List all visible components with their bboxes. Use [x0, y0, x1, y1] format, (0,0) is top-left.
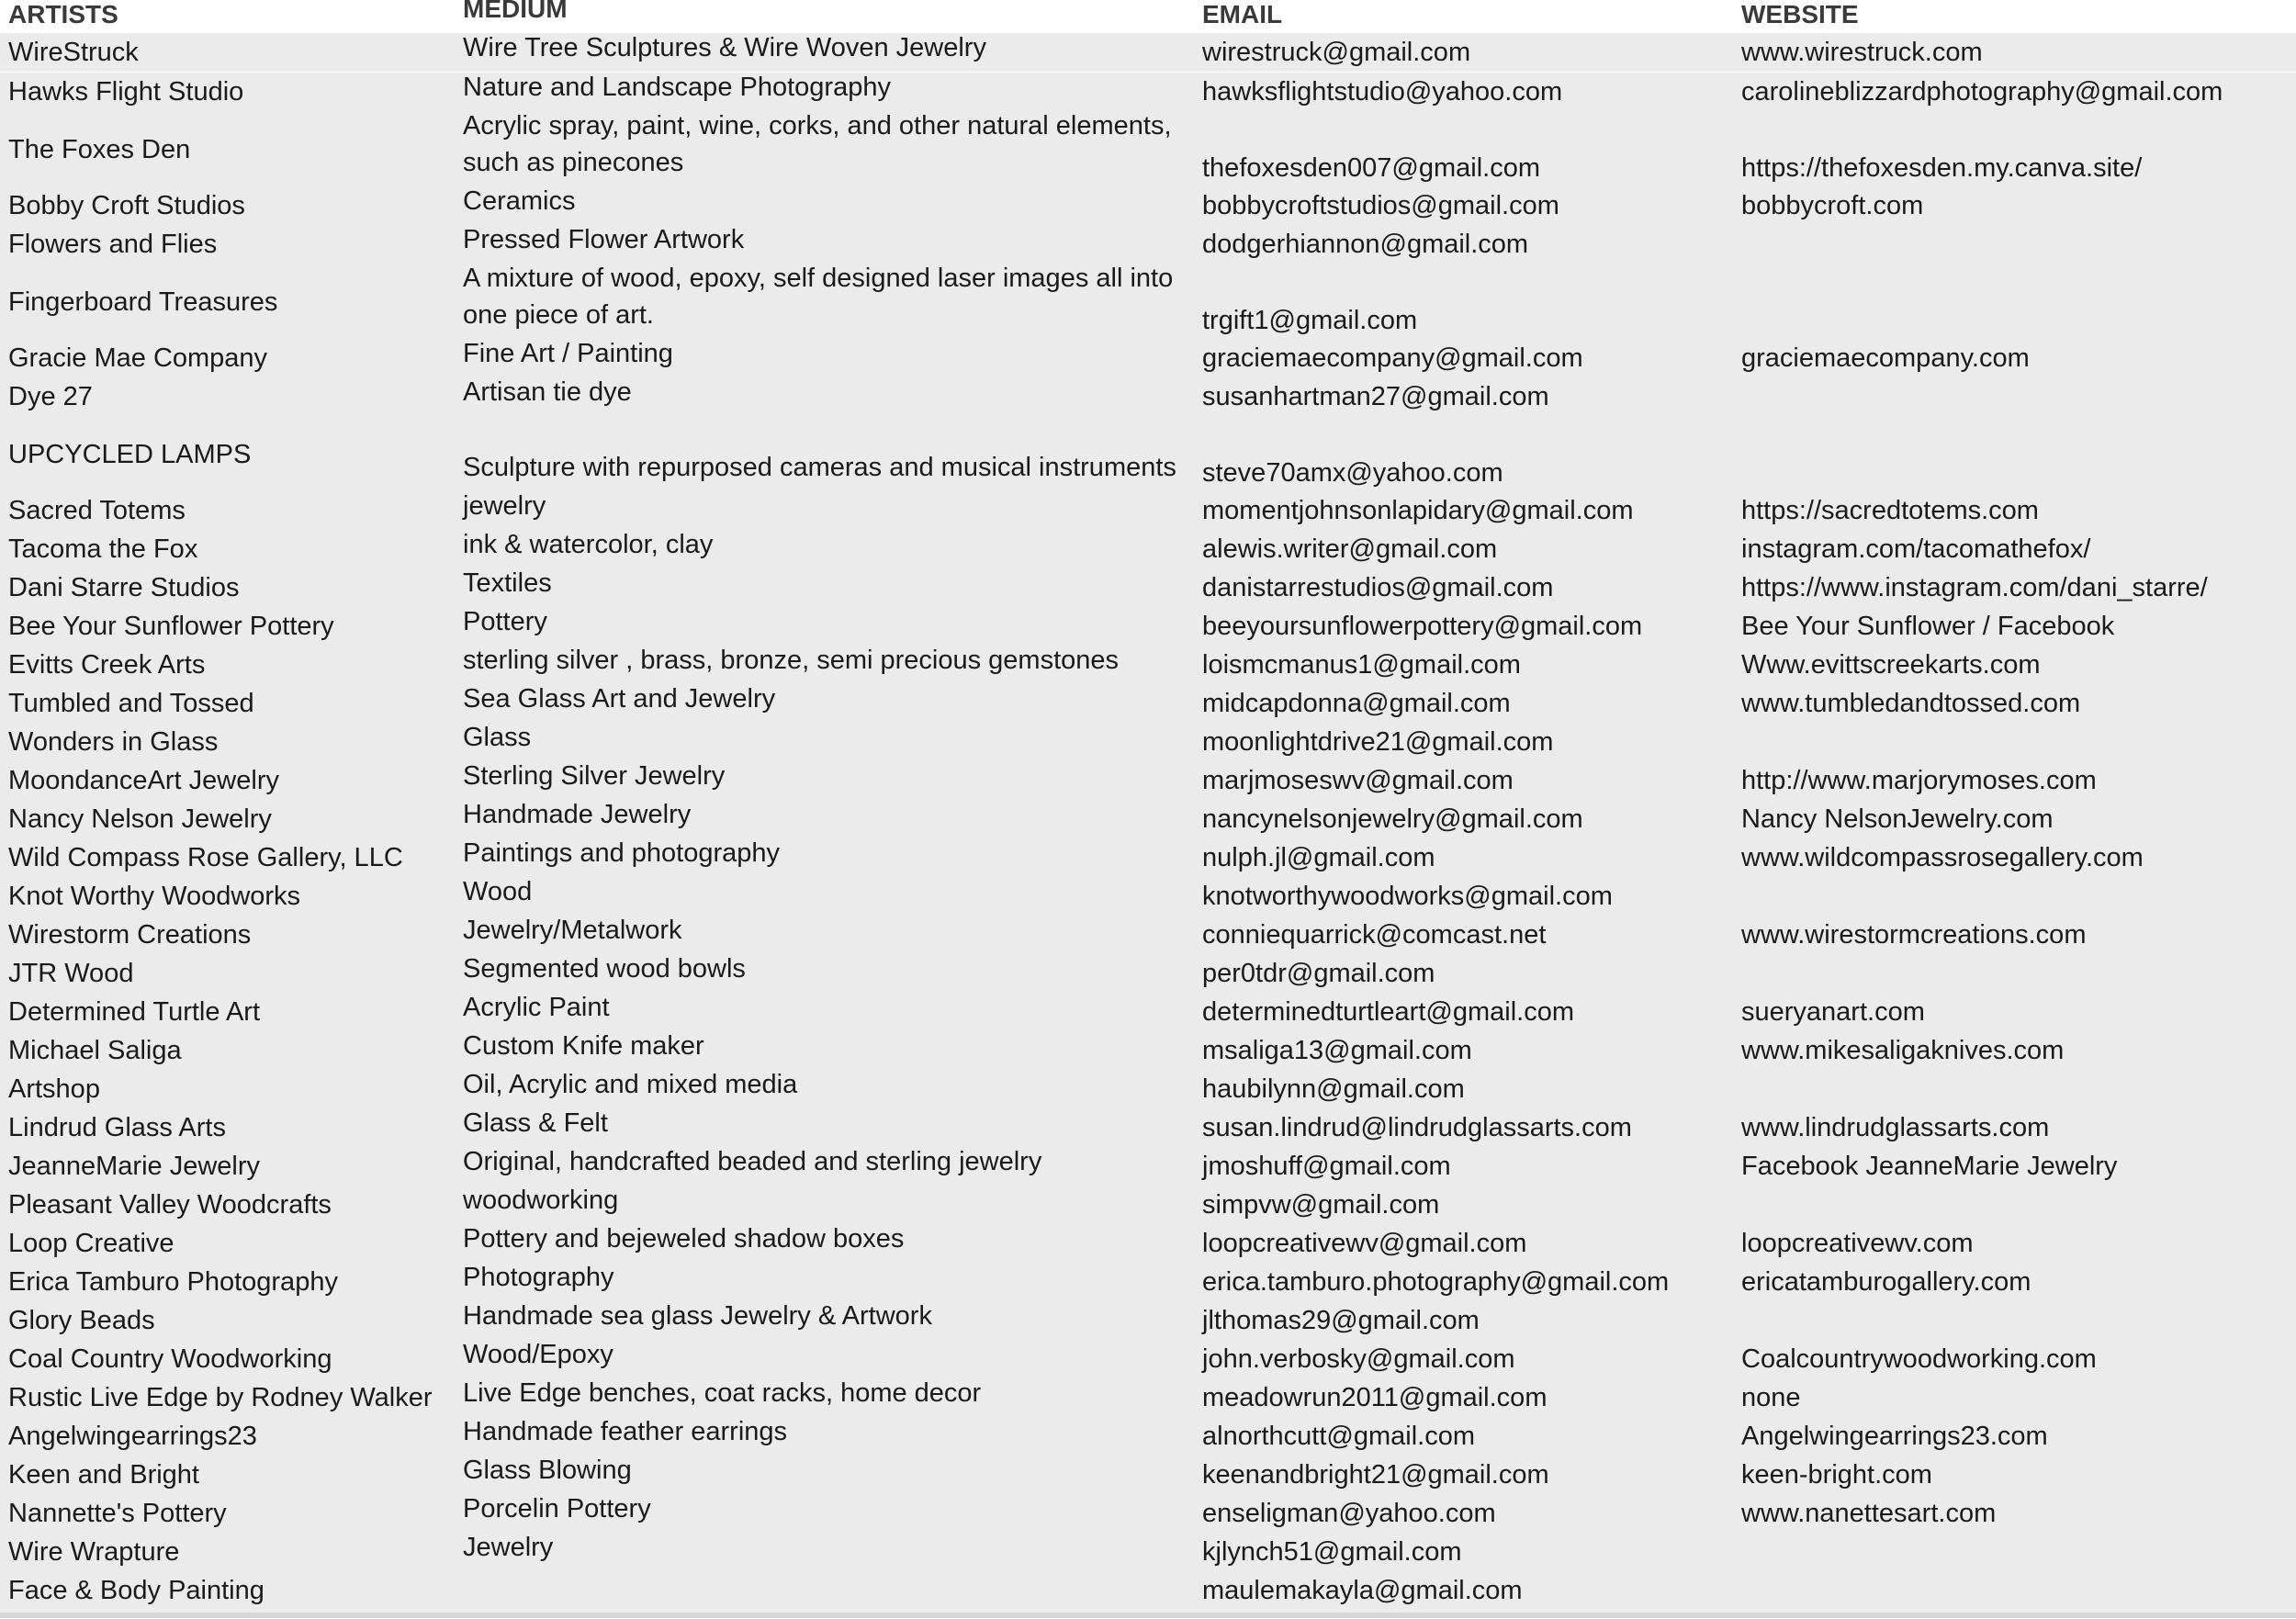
- email-cell: alewis.writer@gmail.com: [1202, 534, 1498, 564]
- medium-cell: Handmade Jewelry: [463, 800, 692, 829]
- medium-cell: Jewelry/Metalwork: [463, 916, 682, 945]
- website-cell: www.lindrudglassarts.com: [1741, 1113, 2050, 1142]
- table-row: [0, 568, 2296, 607]
- artist-cell: Bee Your Sunflower Pottery: [8, 612, 334, 641]
- email-cell: loismcmanus1@gmail.com: [1202, 650, 1521, 680]
- email-cell: msaliga13@gmail.com: [1202, 1036, 1472, 1065]
- artist-cell: WireStruck: [8, 38, 139, 67]
- email-cell: kjlynch51@gmail.com: [1202, 1537, 1462, 1567]
- artist-cell: Tacoma the Fox: [8, 534, 198, 564]
- table-row: [0, 186, 2296, 225]
- email-cell: jmoshuff@gmail.com: [1202, 1152, 1451, 1181]
- medium-cell: Wood/Epoxy: [463, 1340, 613, 1369]
- artist-cell: Determined Turtle Art: [8, 997, 260, 1027]
- email-cell: conniequarrick@comcast.net: [1202, 920, 1547, 950]
- medium-cell: Glass: [463, 723, 532, 752]
- table-row: [0, 111, 2296, 186]
- email-cell: determinedturtleart@gmail.com: [1202, 997, 1574, 1027]
- table-row: [0, 684, 2296, 723]
- artist-cell: Glory Beads: [8, 1306, 155, 1335]
- website-cell: www.wirestormcreations.com: [1741, 920, 2087, 950]
- medium-cell: Ceramics: [463, 186, 576, 216]
- table-row: [0, 993, 2296, 1031]
- table-row: [0, 491, 2296, 530]
- table-row: [0, 225, 2296, 264]
- table-row: [0, 1417, 2296, 1456]
- table-row: [0, 1533, 2296, 1571]
- artist-cell: JeanneMarie Jewelry: [8, 1152, 261, 1181]
- email-cell: erica.tamburo.photography@gmail.com: [1202, 1267, 1670, 1297]
- website-cell: bobbycroft.com: [1741, 191, 1924, 220]
- artist-cell: Face & Body Painting: [8, 1576, 264, 1605]
- artist-cell: Coal Country Woodworking: [8, 1344, 332, 1374]
- table-row: [0, 73, 2296, 111]
- email-cell: nulph.jl@gmail.com: [1202, 843, 1435, 872]
- email-cell: meadowrun2011@gmail.com: [1202, 1383, 1548, 1412]
- medium-cell: Photography: [463, 1263, 614, 1292]
- website-cell: www.nanettesart.com: [1741, 1499, 1997, 1528]
- website-cell: carolineblizzardphotography@gmail.com: [1741, 77, 2223, 107]
- medium-cell: Sculpture with repurposed cameras and musical instruments: [463, 453, 1176, 482]
- website-cell: www.mikesaligaknives.com: [1741, 1036, 2065, 1065]
- email-cell: wirestruck@gmail.com: [1202, 38, 1471, 67]
- medium-cell: Artisan tie dye: [463, 377, 632, 407]
- medium-cell: Wire Tree Sculptures & Wire Woven Jewelry: [463, 33, 986, 62]
- artist-cell: UPCYCLED LAMPS: [8, 440, 252, 469]
- email-cell: haubilynn@gmail.com: [1202, 1074, 1465, 1104]
- table-row: [0, 1340, 2296, 1378]
- email-cell: dodgerhiannon@gmail.com: [1202, 230, 1529, 259]
- medium-cell: woodworking: [463, 1186, 619, 1215]
- artist-cell: Tumbled and Tossed: [8, 689, 254, 718]
- website-cell: graciemaecompany.com: [1741, 343, 2030, 373]
- website-cell: ericatamburogallery.com: [1741, 1267, 2032, 1297]
- email-cell: graciemaecompany@gmail.com: [1202, 343, 1583, 373]
- table-row: [0, 1301, 2296, 1340]
- artist-cell: Rustic Live Edge by Rodney Walker: [8, 1383, 433, 1412]
- artist-cell: Bobby Croft Studios: [8, 191, 245, 220]
- medium-cell: jewelry: [463, 491, 546, 521]
- table-row: [0, 1186, 2296, 1224]
- website-cell: https://www.instagram.com/dani_starre/: [1741, 573, 2208, 602]
- email-cell: maulemakayla@gmail.com: [1202, 1576, 1523, 1605]
- website-cell: www.wirestruck.com: [1741, 38, 1983, 67]
- website-cell: Coalcountrywoodworking.com: [1741, 1344, 2097, 1374]
- artist-cell: Artshop: [8, 1074, 100, 1104]
- artist-cell: Keen and Bright: [8, 1460, 199, 1490]
- artist-cell: Evitts Creek Arts: [8, 650, 206, 680]
- artist-cell: MoondanceArt Jewelry: [8, 766, 279, 795]
- medium-cell: Original, handcrafted beaded and sterling jewelry: [463, 1147, 1042, 1176]
- medium-cell: sterling silver , brass, bronze, semi precious gemstones: [463, 646, 1120, 675]
- medium-cell: Textiles: [463, 568, 552, 598]
- table-row: [0, 954, 2296, 993]
- artist-cell: Angelwingearrings23: [8, 1422, 257, 1451]
- website-cell: https://sacredtotems.com: [1741, 496, 2039, 525]
- email-cell: marjmoseswv@gmail.com: [1202, 766, 1514, 795]
- medium-cell: Pottery and bejeweled shadow boxes: [463, 1224, 905, 1254]
- table-row: [0, 33, 2296, 72]
- email-cell: nancynelsonjewelry@gmail.com: [1202, 804, 1583, 834]
- email-cell: susan.lindrud@lindrudglassarts.com: [1202, 1113, 1632, 1142]
- medium-cell: Paintings and photography: [463, 838, 781, 868]
- artist-cell: Hawks Flight Studio: [8, 77, 244, 107]
- artist-cell: JTR Wood: [8, 959, 134, 988]
- medium-cell: ink & watercolor, clay: [463, 530, 714, 559]
- table-row: [0, 723, 2296, 761]
- email-cell: danistarrestudios@gmail.com: [1202, 573, 1554, 602]
- artist-cell: Erica Tamburo Photography: [8, 1267, 338, 1297]
- table-row: [0, 1031, 2296, 1070]
- artist-cell: Nannette's Pottery: [8, 1499, 227, 1528]
- table-row: [0, 377, 2296, 416]
- email-cell: thefoxesden007@gmail.com: [1202, 153, 1540, 183]
- medium-cell: Glass & Felt: [463, 1108, 608, 1138]
- website-cell: https://thefoxesden.my.canva.site/: [1741, 153, 2143, 183]
- medium-cell: A mixture of wood, epoxy, self designed laser images all into: [463, 264, 1174, 293]
- artist-cell: Pleasant Valley Woodcrafts: [8, 1190, 332, 1220]
- email-cell: loopcreativewv@gmail.com: [1202, 1229, 1527, 1258]
- email-cell: bobbycroftstudios@gmail.com: [1202, 191, 1559, 220]
- artist-cell: Michael Saliga: [8, 1036, 182, 1065]
- table-row: [0, 646, 2296, 684]
- medium-cell: Nature and Landscape Photography: [463, 73, 891, 102]
- medium-cell: Live Edge benches, coat racks, home decor: [463, 1378, 982, 1408]
- table-row: [0, 1456, 2296, 1494]
- website-cell: Www.evittscreekarts.com: [1741, 650, 2041, 680]
- website-cell: sueryanart.com: [1741, 997, 1925, 1027]
- artist-cell: Knot Worthy Woodworks: [8, 882, 301, 911]
- artist-cell: Sacred Totems: [8, 496, 186, 525]
- email-cell: susanhartman27@gmail.com: [1202, 382, 1549, 411]
- website-cell: loopcreativewv.com: [1741, 1229, 1974, 1258]
- medium-cell: Sea Glass Art and Jewelry: [463, 684, 776, 714]
- table-row: [0, 1147, 2296, 1186]
- medium-cell: Pressed Flower Artwork: [463, 225, 745, 254]
- header-email: EMAIL: [1202, 0, 1283, 28]
- email-cell: steve70amx@yahoo.com: [1202, 458, 1503, 488]
- medium-cell: Sterling Silver Jewelry: [463, 761, 726, 791]
- email-cell: per0tdr@gmail.com: [1202, 959, 1435, 988]
- website-cell: Facebook JeanneMarie Jewelry: [1741, 1152, 2118, 1181]
- table-row: [0, 264, 2296, 339]
- medium-cell: Acrylic spray, paint, wine, corks, and other natural elements,: [463, 111, 1172, 141]
- medium-cell: Jewelry: [463, 1533, 554, 1562]
- table-row: [0, 1108, 2296, 1147]
- artist-cell: Flowers and Flies: [8, 230, 218, 259]
- email-cell: hawksflightstudio@yahoo.com: [1202, 77, 1563, 107]
- artist-cell: Wild Compass Rose Gallery, LLC: [8, 843, 403, 872]
- artist-cell: Wire Wrapture: [8, 1537, 180, 1567]
- medium-cell: such as pinecones: [463, 148, 684, 177]
- website-cell: Angelwingearrings23.com: [1741, 1422, 2048, 1451]
- table-row: [0, 607, 2296, 646]
- email-cell: moonlightdrive21@gmail.com: [1202, 727, 1554, 757]
- website-cell: www.wildcompassrosegallery.com: [1741, 843, 2144, 872]
- table-row: [0, 416, 2296, 491]
- email-cell: momentjohnsonlapidary@gmail.com: [1202, 496, 1634, 525]
- table-row: [0, 1263, 2296, 1301]
- email-cell: keenandbright21@gmail.com: [1202, 1460, 1549, 1490]
- email-cell: beeyoursunflowerpottery@gmail.com: [1202, 612, 1643, 641]
- medium-cell: Glass Blowing: [463, 1456, 632, 1485]
- header-medium: MEDIUM: [463, 0, 568, 23]
- email-cell: john.verbosky@gmail.com: [1202, 1344, 1515, 1374]
- table-row: [0, 877, 2296, 916]
- table-row: [0, 1224, 2296, 1263]
- medium-cell: Pottery: [463, 607, 547, 636]
- table-row: [0, 800, 2296, 838]
- artist-cell: Dye 27: [8, 382, 93, 411]
- table-row: [0, 761, 2296, 800]
- artist-cell: Nancy Nelson Jewelry: [8, 804, 272, 834]
- email-cell: alnorthcutt@gmail.com: [1202, 1422, 1475, 1451]
- table-row: [0, 916, 2296, 954]
- table-row: [0, 1378, 2296, 1417]
- email-cell: enseligman@yahoo.com: [1202, 1499, 1496, 1528]
- email-cell: simpvw@gmail.com: [1202, 1190, 1440, 1220]
- website-cell: instagram.com/tacomathefox/: [1741, 534, 2091, 564]
- header-website: WEBSITE: [1741, 0, 1859, 28]
- website-cell: http://www.marjorymoses.com: [1741, 766, 2097, 795]
- website-cell: none: [1741, 1383, 1801, 1412]
- table-row: [0, 1494, 2296, 1533]
- medium-cell: one piece of art.: [463, 300, 654, 330]
- table-row: [0, 838, 2296, 877]
- artist-cell: Dani Starre Studios: [8, 573, 240, 602]
- website-cell: www.tumbledandtossed.com: [1741, 689, 2081, 718]
- artist-cell: Loop Creative: [8, 1229, 174, 1258]
- medium-cell: Porcelin Pottery: [463, 1494, 651, 1523]
- artist-cell: Wonders in Glass: [8, 727, 219, 757]
- header-row: [0, 0, 2296, 33]
- medium-cell: Segmented wood bowls: [463, 954, 746, 984]
- medium-cell: Acrylic Paint: [463, 993, 610, 1022]
- artist-cell: Fingerboard Treasures: [8, 287, 278, 317]
- table-row: [0, 1070, 2296, 1108]
- medium-cell: Handmade feather earrings: [463, 1417, 788, 1446]
- medium-cell: Fine Art / Painting: [463, 339, 673, 368]
- medium-cell: Wood: [463, 877, 533, 906]
- medium-cell: Custom Knife maker: [463, 1031, 704, 1061]
- bottom-border: [0, 1613, 2296, 1618]
- table-row: [0, 1571, 2296, 1613]
- medium-cell: Oil, Acrylic and mixed media: [463, 1070, 798, 1099]
- email-cell: midcapdonna@gmail.com: [1202, 689, 1511, 718]
- table-row: [0, 530, 2296, 568]
- website-cell: Nancy NelsonJewelry.com: [1741, 804, 2054, 834]
- website-cell: keen-bright.com: [1741, 1460, 1932, 1490]
- artist-cell: Gracie Mae Company: [8, 343, 268, 373]
- email-cell: knotworthywoodworks@gmail.com: [1202, 882, 1613, 911]
- header-artists: ARTISTS: [8, 0, 118, 28]
- medium-cell: Handmade sea glass Jewelry & Artwork: [463, 1301, 932, 1331]
- artist-cell: Wirestorm Creations: [8, 920, 252, 950]
- artist-cell: The Foxes Den: [8, 135, 191, 164]
- artist-cell: Lindrud Glass Arts: [8, 1113, 226, 1142]
- website-cell: Bee Your Sunflower / Facebook: [1741, 612, 2115, 641]
- email-cell: jlthomas29@gmail.com: [1202, 1306, 1480, 1335]
- table-row: [0, 339, 2296, 377]
- email-cell: trgift1@gmail.com: [1202, 306, 1418, 335]
